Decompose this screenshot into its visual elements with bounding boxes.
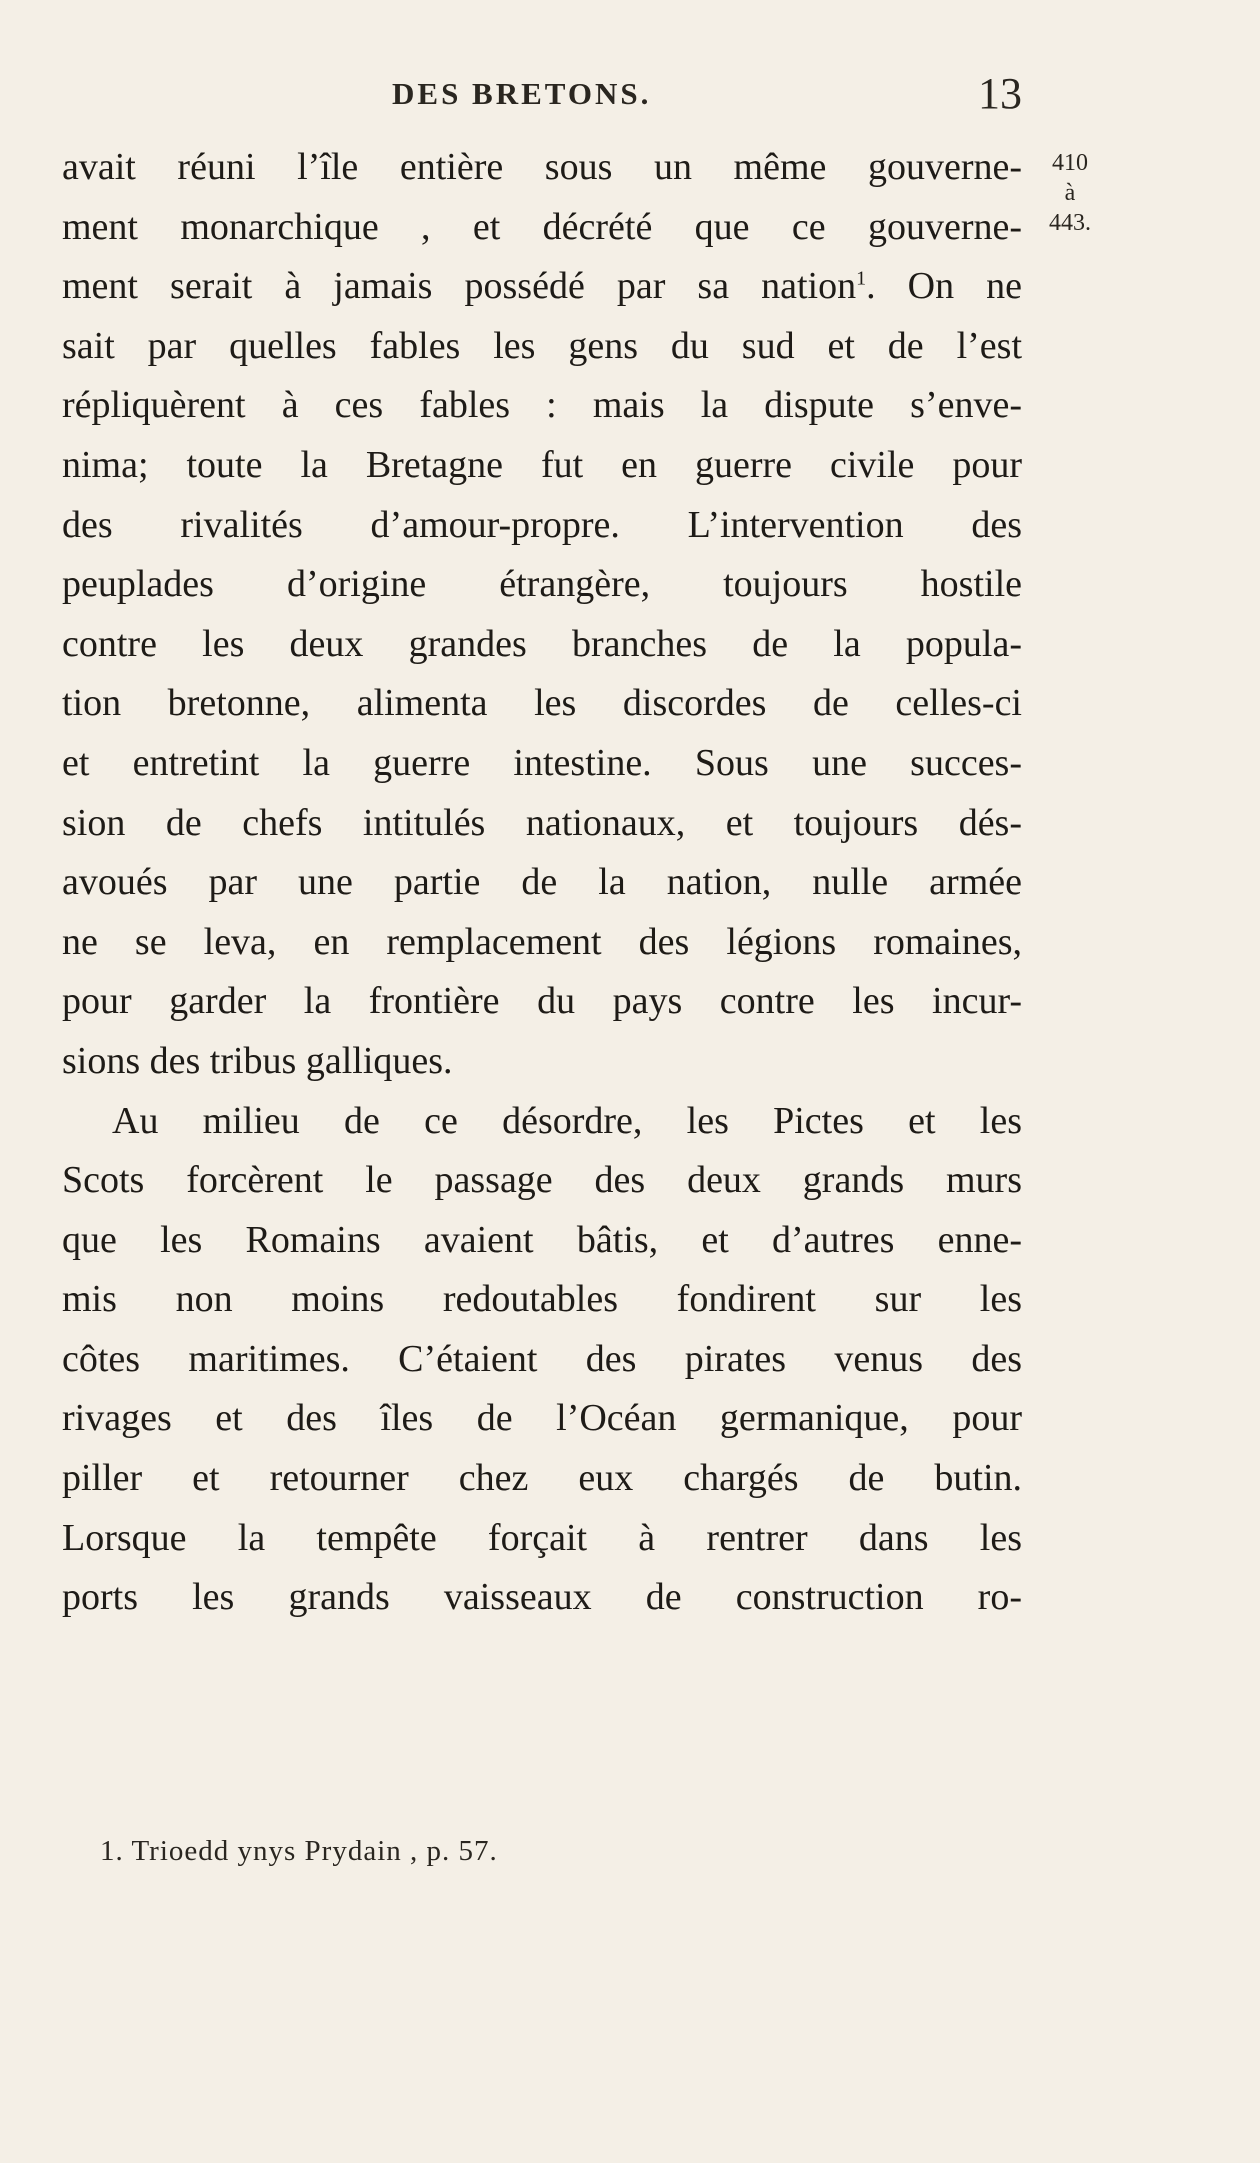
text-line: Lorsque la tempête forçait à rentrer dans les [62, 1516, 1022, 1559]
text-line-tail: . On ne [866, 265, 1023, 308]
text-line-paragraph-start: Au milieu de ce désordre, les Pictes et les [112, 1099, 1022, 1142]
margin-note-start-year: 410 [1052, 150, 1088, 176]
footnote-ref: 1 [856, 267, 867, 290]
text-line: piller et retourner chez eux chargés de butin. [62, 1457, 1022, 1500]
text-line: Scots forcèrent le passage des deux grands murs [62, 1159, 1022, 1202]
text-line: sion de chefs intitulés nationaux, et toujours dés- [62, 801, 1022, 844]
text-line: ne se leva, en remplacement des légions romaines, [62, 920, 1022, 963]
text-line: nima; toute la Bretagne fut en guerre civile pour [62, 443, 1022, 486]
margin-note-end-year: 443. [1049, 210, 1091, 236]
text-line-main: ment serait à jamais possédé par sa nation [62, 265, 857, 308]
text-line-paragraph-end: sions des tribus galliques. [62, 1039, 453, 1082]
text-line: que les Romains avaient bâtis, et d’autres enne- [62, 1218, 1022, 1261]
text-line: répliquèrent à ces fables : mais la dispute s’enve- [62, 384, 1022, 427]
running-title: DES BRETONS. [392, 76, 652, 111]
text-line: pour garder la frontière du pays contre les incur- [62, 980, 1022, 1023]
margin-date-note [1030, 148, 1110, 238]
body-text [62, 138, 1022, 1628]
text-line: peuplades d’origine étrangère, toujours hostile [62, 563, 1022, 606]
text-line: avait réuni l’île entière sous un même gouverne- [62, 146, 1022, 188]
margin-note-separator: à [1064, 180, 1076, 206]
text-line: sait par quelles fables les gens du sud et de l’est [62, 324, 1022, 367]
text-line: ports les grands vaisseaux de construction ro- [62, 1576, 1022, 1619]
footnote: 1. Trioedd ynys Prydain , p. 57. [100, 1835, 498, 1867]
page-number: 13 [978, 69, 1022, 118]
text-line: rivages et des îles de l’Océan germanique, pour [62, 1397, 1022, 1440]
text-line [62, 257, 1022, 317]
text-line: mis non moins redoutables fondirent sur les [62, 1278, 1022, 1321]
text-line: ment monarchique , et décrété que ce gouverne- [62, 205, 1022, 248]
text-line: avoués par une partie de la nation, nulle armée [62, 861, 1022, 904]
text-line: côtes maritimes. C’étaient des pirates venus des [62, 1337, 1022, 1380]
text-line: des rivalités d’amour-propre. L’intervention des [62, 503, 1022, 546]
text-line: tion bretonne, alimenta les discordes de celles-ci [62, 682, 1022, 725]
text-line: contre les deux grandes branches de la popula- [62, 622, 1022, 665]
running-head [62, 68, 1022, 128]
text-line: et entretint la guerre intestine. Sous une succes- [62, 741, 1022, 784]
